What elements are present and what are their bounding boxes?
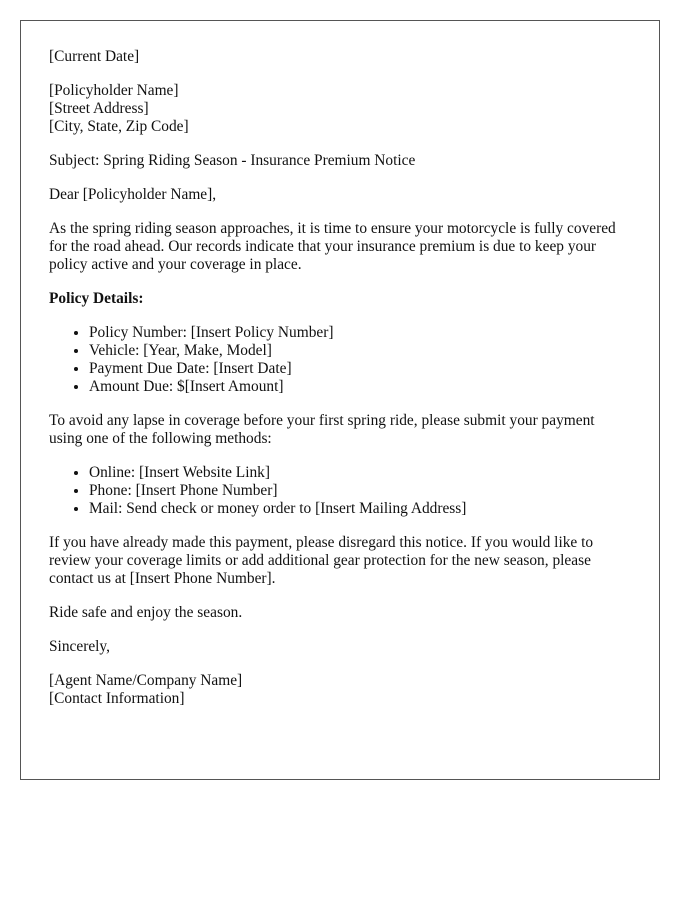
letter-subject: Subject: Spring Riding Season - Insurance Premium Notice (49, 152, 416, 169)
policy-details-list (49, 324, 631, 396)
disregard-paragraph: If you have already made this payment, please disregard this notice. If you would like to review your coverage limits or add additional gear protection for the new season, please contact us at [Insert Phone Number]. (49, 534, 594, 587)
recipient-address (49, 82, 631, 136)
payment-method-online: • Online: [Insert Website Link] (89, 464, 631, 482)
payment-method-phone: • Phone: [Insert Phone Number] (89, 482, 631, 500)
recipient-street: [Street Address] (49, 100, 149, 117)
signature-contact: [Contact Information] (49, 690, 185, 707)
policy-item-due-date: • Payment Due Date: [Insert Date] (89, 360, 631, 378)
letter-date: [Current Date] (49, 48, 140, 65)
signature-block (49, 672, 631, 708)
recipient-name: [Policyholder Name] (49, 82, 179, 99)
payment-method-mail: • Mail: Send check or money order to [Insert Mailing Address] (89, 500, 631, 518)
letter-page (20, 20, 660, 780)
signature-name: [Agent Name/Company Name] (49, 672, 243, 689)
payment-intro-paragraph: To avoid any lapse in coverage before your first spring ride, please submit your payment using one of the following methods: (49, 412, 595, 447)
letter-closing: Sincerely, (49, 638, 110, 655)
letter-salutation: Dear [Policyholder Name], (49, 186, 217, 203)
payment-methods-list (49, 464, 631, 518)
policy-item-amount: • Amount Due: $[Insert Amount] (89, 378, 631, 396)
policy-details-heading: Policy Details: (49, 290, 144, 307)
policy-item-number: • Policy Number: [Insert Policy Number] (89, 324, 631, 342)
policy-item-vehicle: • Vehicle: [Year, Make, Model] (89, 342, 631, 360)
recipient-city: [City, State, Zip Code] (49, 118, 189, 135)
intro-paragraph: As the spring riding season approaches, it is time to ensure your motorcycle is fully covered for the road ahead. Our records indicate that your insurance premium is due to keep your policy active and your coverage in place. (49, 220, 616, 273)
ride-safe-paragraph: Ride safe and enjoy the season. (49, 604, 243, 621)
